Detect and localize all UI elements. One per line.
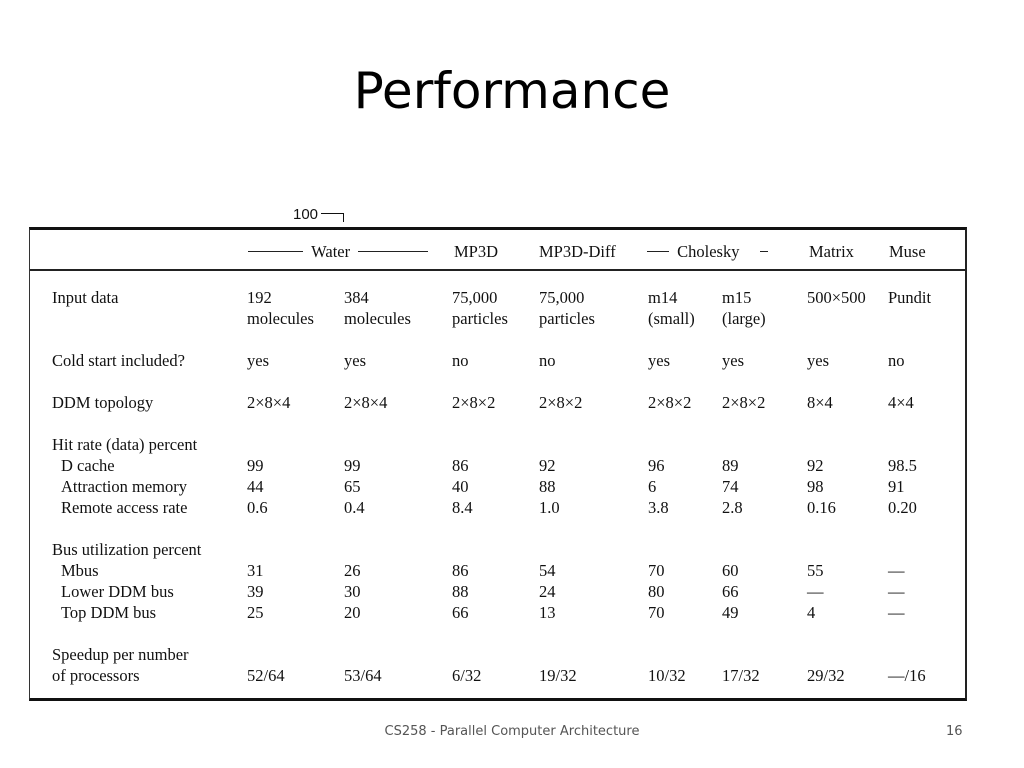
matrix-header: Matrix [809,242,854,261]
muse-header: Muse [889,242,926,261]
page-number: 16 [946,724,963,739]
cell-d-cache: 99 [247,456,264,475]
cell-speedup: 29/32 [807,666,845,685]
slide-title: Performance [353,62,671,120]
header-rule [30,269,965,271]
cell-lower-ddm-bus: — [888,582,905,601]
cell-attraction-memory: 44 [247,477,264,496]
row-label-ddm-topology: DDM topology [52,393,154,412]
row-label-d-cache: D cache [61,456,115,475]
cholesky-header-left-rule [647,251,669,252]
cell-top-ddm-bus: 49 [722,603,739,622]
cell-mbus: 55 [807,561,824,580]
row-label-bus-utilization: Bus utilization percent [52,540,202,559]
row-label-mbus: Mbus [61,561,99,580]
cell-cold-start: yes [722,351,744,370]
cell-mbus: 26 [344,561,361,580]
cell-d-cache: 89 [722,456,739,475]
cell-remote-access-rate: 0.6 [247,498,268,517]
row-label-cold-start: Cold start included? [52,351,185,370]
cell-speedup: 52/64 [247,666,285,685]
cell-input-data-mp3d-diff: 75,000 particles [539,288,595,328]
cell-ddm-topology: 2×8×2 [452,393,496,412]
cell-d-cache: 92 [807,456,824,475]
cell-cold-start: no [452,351,469,370]
cell-mbus: — [888,561,905,580]
cell-cold-start: yes [247,351,269,370]
cell-speedup: 53/64 [344,666,382,685]
cell-top-ddm-bus: 20 [344,603,361,622]
cell-input-data-cholesky-m15: m15 (large) [722,288,766,328]
cell-attraction-memory: 40 [452,477,469,496]
cell-d-cache: 96 [648,456,665,475]
cell-input-data-water-192: 192 molecules [247,288,314,328]
cell-d-cache: 98.5 [888,456,917,475]
cell-ddm-topology: 2×8×2 [648,393,692,412]
cell-attraction-memory: 91 [888,477,905,496]
row-label-speedup: Speedup per number of processors [52,645,189,685]
cell-top-ddm-bus: — [888,603,905,622]
cell-remote-access-rate: 2.8 [722,498,743,517]
cell-d-cache: 99 [344,456,361,475]
cell-input-data-water-384: 384 molecules [344,288,411,328]
cell-cold-start: no [888,351,905,370]
cell-ddm-topology: 2×8×4 [344,393,388,412]
row-label-attraction-memory: Attraction memory [61,477,188,496]
performance-table [29,227,967,701]
cell-attraction-memory: 6 [648,477,657,496]
mp3d-diff-header: MP3D-Diff [539,242,616,261]
cell-ddm-topology: 2×8×2 [539,393,583,412]
cell-lower-ddm-bus: 39 [247,582,264,601]
cell-top-ddm-bus: 4 [807,603,816,622]
cell-attraction-memory: 88 [539,477,556,496]
water-header-group [248,242,428,262]
cell-speedup: —/16 [888,666,926,685]
cell-lower-ddm-bus: — [807,582,824,601]
cell-top-ddm-bus: 66 [452,603,469,622]
cell-speedup: 10/32 [648,666,686,685]
cell-remote-access-rate: 0.4 [344,498,365,517]
cell-top-ddm-bus: 13 [539,603,556,622]
mp3d-header: MP3D [454,242,499,261]
cell-mbus: 70 [648,561,665,580]
cell-ddm-topology: 2×8×4 [247,393,291,412]
cell-cold-start: yes [344,351,366,370]
water-header-right-rule [358,251,428,252]
cell-speedup: 6/32 [452,666,482,685]
cell-speedup: 19/32 [539,666,577,685]
row-label-hit-rate: Hit rate (data) percent [52,435,198,454]
cell-input-data-mp3d: 75,000 particles [452,288,508,328]
cell-ddm-topology: 4×4 [888,393,914,412]
cell-cold-start: yes [648,351,670,370]
cell-input-data-matrix: 500×500 [807,288,866,307]
cell-remote-access-rate: 0.16 [807,498,836,517]
water-header: Water [311,242,351,261]
cell-lower-ddm-bus: 88 [452,582,469,601]
cell-remote-access-rate: 1.0 [539,498,560,517]
footer-course-title: CS258 - Parallel Computer Architecture [384,724,640,739]
cell-lower-ddm-bus: 66 [722,582,739,601]
scan-margin-mark [293,206,344,223]
cell-input-data-muse: Pundit [888,288,932,307]
cell-input-data-cholesky-m14: m14 (small) [648,288,695,328]
scan-mark-label: 100 [293,206,319,223]
cell-top-ddm-bus: 70 [648,603,665,622]
row-label-top-ddm-bus: Top DDM bus [61,603,157,622]
cholesky-header-right-rule [760,251,768,252]
cell-remote-access-rate: 0.20 [888,498,917,517]
row-label-input-data: Input data [52,288,119,307]
cell-lower-ddm-bus: 24 [539,582,556,601]
cell-d-cache: 92 [539,456,556,475]
cell-ddm-topology: 2×8×2 [722,393,766,412]
cell-mbus: 54 [539,561,556,580]
cell-d-cache: 86 [452,456,469,475]
cell-cold-start: no [539,351,556,370]
cell-mbus: 60 [722,561,739,580]
cell-speedup: 17/32 [722,666,760,685]
row-label-remote-access-rate: Remote access rate [61,498,188,517]
cell-attraction-memory: 98 [807,477,824,496]
cell-remote-access-rate: 8.4 [452,498,473,517]
water-header-left-rule [248,251,303,252]
cholesky-header-group [647,242,768,262]
cell-mbus: 31 [247,561,264,580]
cell-top-ddm-bus: 25 [247,603,264,622]
cell-cold-start: yes [807,351,829,370]
cell-attraction-memory: 74 [722,477,739,496]
cell-lower-ddm-bus: 80 [648,582,665,601]
cell-mbus: 86 [452,561,469,580]
cholesky-header: Cholesky [677,242,740,261]
row-label-lower-ddm-bus: Lower DDM bus [61,582,174,601]
cell-attraction-memory: 65 [344,477,361,496]
scan-mark-tick [321,213,344,222]
cell-lower-ddm-bus: 30 [344,582,361,601]
cell-remote-access-rate: 3.8 [648,498,669,517]
cell-ddm-topology: 8×4 [807,393,833,412]
